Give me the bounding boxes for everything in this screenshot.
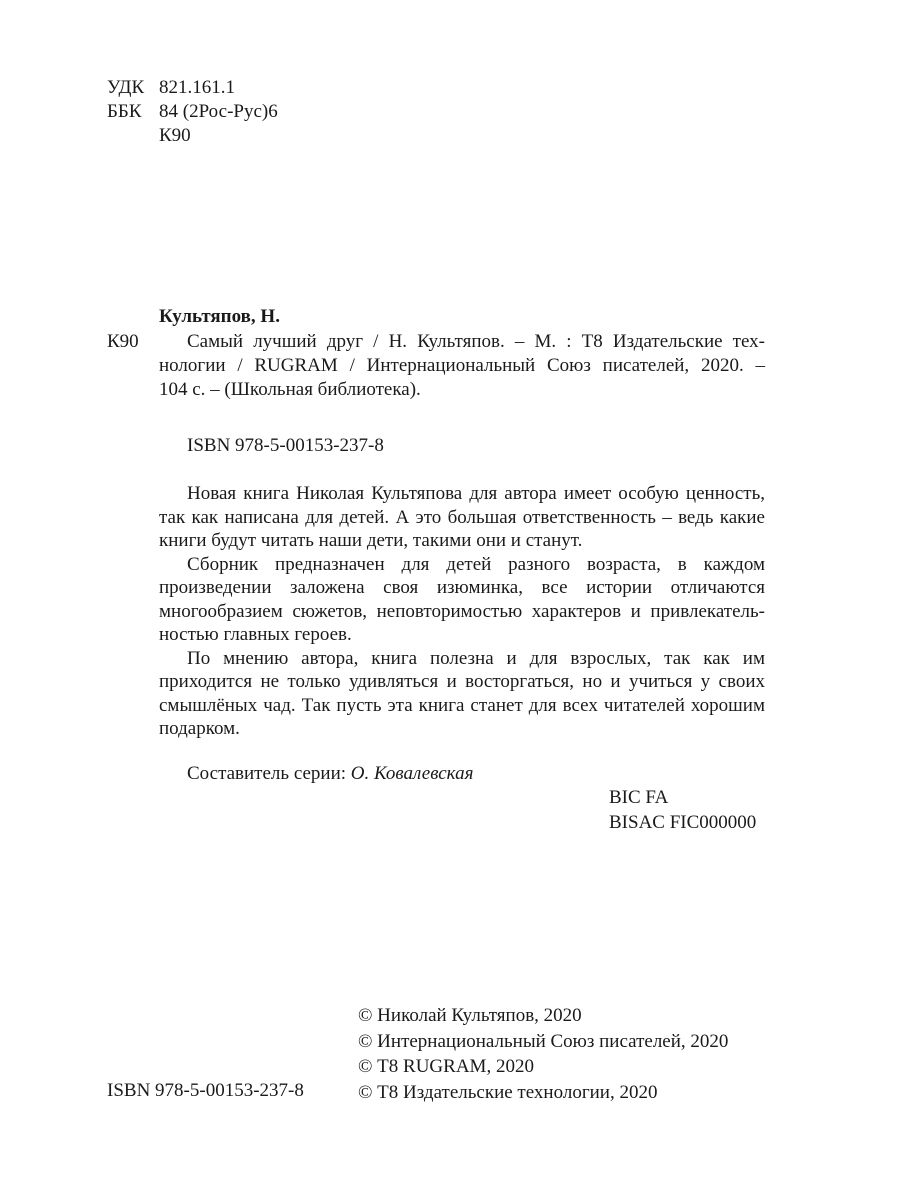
cutter-code: К90: [159, 125, 191, 146]
isbn-record: ISBN 978-5-00153-237-8: [187, 435, 384, 456]
annotation-line: смышлёных чад. Так пусть эта книга станет для всех читателей хорошим: [159, 694, 765, 716]
udk-value: 821.161.1: [159, 77, 235, 98]
annotation: [159, 482, 765, 741]
copyright-line: © Т8 RUGRAM, 2020: [358, 1056, 534, 1077]
series-compiler: [187, 762, 473, 786]
bbk-label: ББК: [107, 101, 142, 122]
udk-row: [107, 76, 235, 100]
cutter-code-margin: К90: [107, 331, 139, 352]
copyright-block: [358, 1003, 728, 1105]
author-heading: Культяпов, Н.: [159, 306, 280, 327]
bic-code: BIC FA: [609, 787, 669, 808]
copyright-line: © Т8 Издательские технологии, 2020: [358, 1081, 658, 1103]
bisac-code: BISAC FIC000000: [609, 812, 757, 833]
compiler-label: Составитель серии:: [187, 763, 351, 784]
copyright-line: © Николай Культяпов, 2020: [358, 1005, 582, 1026]
annotation-line: книги будут читать наши дети, такими они и станут.: [159, 530, 583, 551]
bbk-value: 84 (2Рос-Рус)6: [159, 101, 278, 122]
annotation-line: приходится не только удивляться и восторгаться, но и учиться у своих: [159, 671, 765, 692]
annotation-line: произведении заложена своя изюминка, все истории отличаются: [159, 577, 765, 598]
annotation-line: ностью главных героев.: [159, 624, 352, 645]
biblio-line: 104 с. – (Школьная библиотека).: [159, 379, 421, 400]
udk-label: УДК: [107, 77, 145, 98]
annotation-line: подарком.: [159, 718, 240, 739]
annotation-line: Новая книга Николая Культяпова для автора имеет особую ценность,: [187, 483, 765, 504]
bbk-row: [107, 100, 278, 124]
annotation-line: многообразием сюжетов, неповторимостью характеров и привлекатель-: [159, 600, 765, 622]
biblio-line: нологии / RUGRAM / Интернациональный Союз писателей, 2020. –: [159, 355, 765, 376]
bibliographic-description: [159, 330, 765, 402]
subject-codes: [609, 785, 756, 835]
annotation-line: Сборник предназначен для детей разного возраста, в каждом: [187, 553, 765, 575]
compiler-name: О. Ковалевская: [350, 763, 474, 784]
isbn-footer: ISBN 978-5-00153-237-8: [107, 1080, 304, 1101]
biblio-line: Самый лучший друг / Н. Культяпов. – М. : Т8 Издательские тех-: [187, 331, 765, 352]
copyright-line: © Интернациональный Союз писателей, 2020: [358, 1030, 729, 1052]
annotation-line: так как написана для детей. А это большая ответственность – ведь какие: [159, 506, 765, 528]
annotation-line: По мнению автора, книга полезна и для взрослых, так как им: [187, 647, 765, 669]
